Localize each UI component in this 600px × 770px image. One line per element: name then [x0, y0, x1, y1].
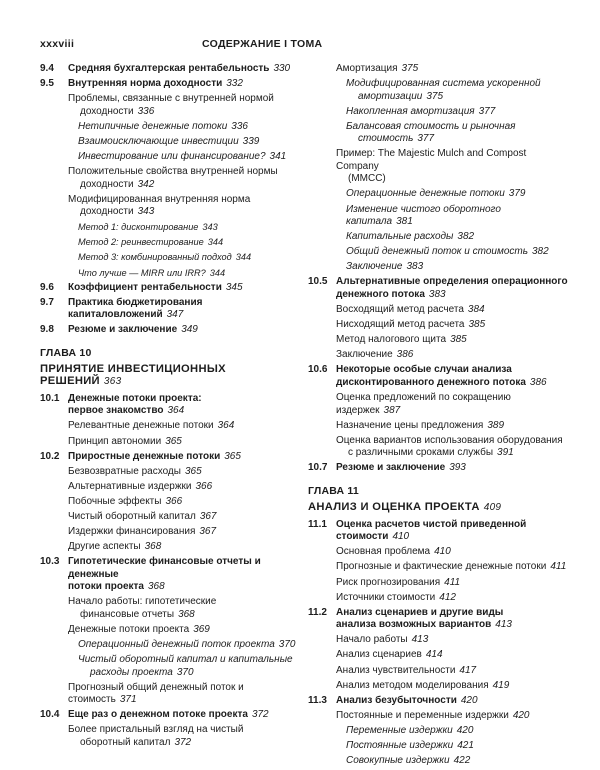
toc-entry[interactable]: Издержки финансирования 367 [68, 526, 217, 538]
toc-entry[interactable]: Назначение цены предложения 389 [336, 419, 505, 431]
toc-entry[interactable]: Положительные свойства внутренней нормы доходности 342 [68, 166, 278, 190]
toc-entry[interactable]: Пример: The Majestic Mulch and Compost Company (MMCC) [336, 148, 527, 185]
toc-entry[interactable]: Прогнозный общий денежный поток и стоимость 371 [68, 681, 244, 706]
chapter-11-label: ГЛАВА 11 [308, 484, 359, 497]
toc-entry[interactable]: Анализ чувствительности 417 [336, 664, 477, 676]
toc-entry-11-1[interactable]: 11.1 Оценка расчетов чистой приведенной стоимости 410 [308, 518, 527, 543]
toc-entry-11-3[interactable]: 11.3 Анализ безубыточности 420 [308, 694, 478, 706]
toc-left-column [40, 63, 302, 752]
chapter-10-label: ГЛАВА 10 [40, 346, 92, 359]
toc-entry[interactable]: Проблемы, связанные с внутренней нормой доходности 336 [68, 93, 274, 117]
toc-subentry[interactable]: Накопленная амортизация 377 [346, 105, 496, 117]
toc-entry[interactable]: Альтернативные издержки 366 [68, 480, 213, 492]
toc-entry-11-2[interactable]: 11.2 Анализ сценариев и другие виды анализа возможных вариантов 413 [308, 606, 512, 631]
toc-subentry[interactable]: Балансовая стоимость и рыночная стоимость 377 [346, 120, 516, 145]
toc-entry[interactable]: Восходящий метод расчета 384 [336, 304, 485, 316]
toc-subentry[interactable]: Модифицированная система ускоренной амортизации 375 [346, 78, 541, 102]
toc-subentry[interactable]: Заключение 383 [346, 261, 424, 273]
toc-entry-9-4[interactable]: 9.4 Средняя бухгалтерская рентабельность 330 [40, 63, 291, 74]
toc-entry-9-7[interactable]: 9.7 Практика бюджетирования капиталовложений 347 [40, 296, 203, 321]
toc-entry[interactable]: Прогнозные и фактические денежные потоки 411 [336, 561, 567, 573]
toc-entry[interactable]: Постоянные и переменные издержки 420 [336, 709, 530, 721]
toc-entry[interactable]: Анализ сценариев 414 [336, 649, 443, 661]
toc-entry[interactable]: Начало работы 413 [336, 634, 429, 646]
chapter-11-title[interactable]: АНАЛИЗ И ОЦЕНКА ПРОЕКТА 409 [308, 500, 502, 513]
toc-subentry[interactable]: Взаимоисключающие инвестиции 339 [78, 135, 260, 147]
toc-subentry[interactable]: Чистый оборотный капитал и капитальные расходы проекта 370 [78, 654, 293, 678]
toc-subentry[interactable]: Метод 3: комбинированный подход 344 [78, 252, 252, 263]
toc-subentry[interactable]: Инвестирование или финансирование? 341 [78, 150, 287, 162]
toc-entry[interactable]: Анализ методом моделирования 419 [336, 679, 510, 691]
toc-subentry[interactable]: Операционные денежные потоки 379 [346, 188, 526, 200]
chapter-10-title[interactable]: ПРИНЯТИЕ ИНВЕСТИЦИОННЫХ РЕШЕНИЙ 363 [40, 362, 226, 387]
toc-subentry[interactable]: Изменение чистого оборотного капитала 381 [346, 203, 501, 228]
toc-entry-9-8[interactable]: 9.8 Резюме и заключение 349 [40, 324, 198, 336]
toc-subentry[interactable]: Общий денежный поток и стоимость 382 [346, 246, 549, 258]
toc-entry[interactable]: Побочные эффекты 366 [68, 495, 183, 507]
toc-entry[interactable]: Источники стоимости 412 [336, 591, 456, 603]
toc-entry-9-6[interactable]: 9.6 Коэффициент рентабельности 345 [40, 281, 243, 293]
toc-entry-10-7[interactable]: 10.7 Резюме и заключение 393 [308, 462, 466, 474]
toc-entry[interactable]: Модифицированная внутренняя норма доходности 343 [68, 193, 251, 218]
toc-entry[interactable]: Чистый оборотный капитал 367 [68, 510, 217, 522]
toc-subentry[interactable]: Что лучше — MIRR или IRR? 344 [78, 267, 226, 278]
toc-subentry[interactable]: Постоянные издержки 421 [346, 740, 474, 751]
toc-subentry[interactable]: Совокупные издержки 422 [346, 755, 471, 767]
toc-right-column [308, 63, 570, 770]
toc-entry[interactable]: Основная проблема 410 [336, 546, 451, 558]
toc-entry[interactable]: Метод налогового щита 385 [336, 334, 467, 346]
toc-entry-10-3[interactable]: 10.3 Гипотетические финансовые отчеты и денежные потоки проекта 368 [40, 556, 261, 593]
toc-entry-10-1[interactable]: 10.1 Денежные потоки проекта: первое знакомство 364 [40, 392, 202, 417]
toc-entry[interactable]: Заключение 386 [336, 349, 414, 361]
toc-entry[interactable]: Оценка предложений по сокращению издержек 387 [336, 392, 511, 416]
toc-entry[interactable]: Денежные потоки проекта 369 [68, 623, 210, 635]
toc-entry-10-5[interactable]: 10.5 Альтернативные определения операционного денежного потока 383 [308, 276, 568, 300]
toc-entry[interactable]: Нисходящий метод расчета 385 [336, 319, 486, 331]
toc-entry-10-4[interactable]: 10.4 Еще раз о денежном потоке проекта 372 [40, 709, 269, 721]
toc-entry[interactable]: Безвозвратные расходы 365 [68, 465, 202, 477]
toc-subentry[interactable]: Переменные издержки 420 [346, 724, 474, 736]
toc-subentry[interactable]: Метод 1: дисконтирование 343 [78, 222, 218, 233]
toc-subentry[interactable]: Метод 2: реинвестирование 344 [78, 237, 224, 248]
running-title: СОДЕРЖАНИЕ I ТОМА [202, 38, 323, 50]
toc-entry[interactable]: Риск прогнозирования 411 [336, 576, 461, 588]
toc-subentry[interactable]: Нетипичные денежные потоки 336 [78, 120, 248, 132]
toc-entry[interactable]: Другие аспекты 368 [68, 541, 162, 553]
page-number: xxxviii [40, 38, 75, 50]
toc-entry[interactable]: Начало работы: гипотетические финансовые отчеты 368 [68, 596, 217, 620]
page-header [40, 38, 564, 52]
toc-entry-10-6[interactable]: 10.6 Некоторые особые случаи анализа дисконтированного денежного потока 386 [308, 364, 547, 388]
toc-entry-9-5[interactable]: 9.5 Внутренняя норма доходности 332 [40, 78, 243, 90]
toc-entry-10-2[interactable]: 10.2 Приростные денежные потоки 365 [40, 450, 241, 462]
toc-subentry[interactable]: Операционный денежный поток проекта 370 [78, 639, 296, 651]
toc-subentry[interactable]: Капитальные расходы 382 [346, 231, 475, 243]
toc-entry[interactable]: Релевантные денежные потоки 364 [68, 420, 235, 432]
toc-entry[interactable]: Оценка вариантов использования оборудования с различными сроками службы 391 [336, 434, 563, 459]
toc-entry[interactable]: Более пристальный взгляд на чистый оборотный капитал 372 [68, 724, 244, 748]
toc-entry[interactable]: Амортизация 375 [336, 63, 419, 74]
toc-entry[interactable]: Принцип автономии 365 [68, 435, 182, 447]
